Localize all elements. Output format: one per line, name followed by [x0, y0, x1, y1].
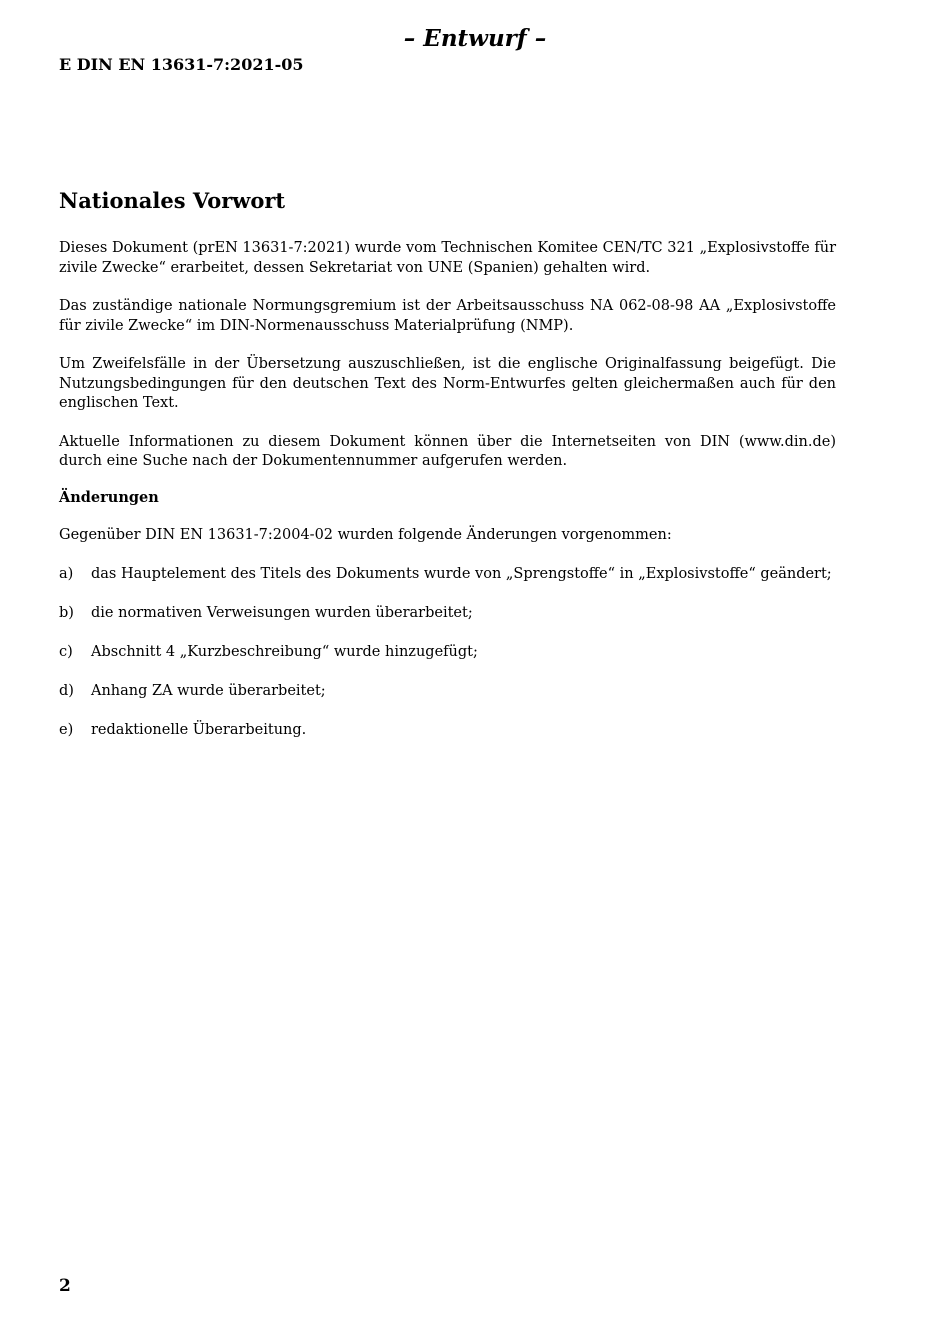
list-item — [59, 721, 836, 741]
list-marker: d) — [59, 682, 74, 699]
changes-list — [59, 565, 836, 741]
list-item-text: die normativen Verweisungen wurden überarbeitet; — [91, 604, 473, 621]
list-marker: c) — [59, 643, 73, 660]
section-title: Nationales Vorwort — [59, 188, 286, 213]
list-item-text: redaktionelle Überarbeitung. — [91, 721, 307, 738]
list-item — [59, 565, 836, 585]
page-number: 2 — [59, 1276, 71, 1296]
changes-intro: Gegenüber DIN EN 13631-7:2004-02 wurden folgende Änderungen vorgenommen: — [59, 527, 672, 543]
paragraph: Aktuelle Informationen zu diesem Dokument können über die Internetseiten von DIN (www.din.de) durch eine Suche nach der Dokumentennummer aufgerufen werden. — [59, 433, 836, 469]
paragraph: Das zuständige nationale Normungsgremium ist der Arbeitsausschuss NA 062-08-98 AA „Explosivstoffe für zivile Zwecke“ im DIN-Normenausschuss Materialprüfung (NMP). — [59, 298, 836, 334]
list-item-text: das Hauptelement des Titels des Dokuments wurde von „Sprengstoffe“ in „Explosivstoffe“ geändert; — [91, 565, 832, 582]
list-marker: b) — [59, 604, 74, 621]
paragraph: Um Zweifelsfälle in der Übersetzung auszuschließen, ist die englische Originalfassung beigefügt. Die Nutzungsbedingungen für den deutschen Text des Norm-Entwurfes gelten gleichermaßen auch für den englischen Text. — [59, 356, 836, 411]
draft-watermark-title: – Entwurf – — [403, 25, 547, 52]
list-item-text: Abschnitt 4 „Kurzbeschreibung“ wurde hinzugefügt; — [91, 643, 478, 660]
list-item — [59, 604, 836, 624]
list-marker: e) — [59, 721, 74, 738]
list-item — [59, 643, 836, 663]
changes-heading: Änderungen — [59, 488, 159, 506]
list-item — [59, 682, 836, 702]
list-item-text: Anhang ZA wurde überarbeitet; — [91, 682, 326, 699]
document-id: E DIN EN 13631-7:2021-05 — [59, 55, 304, 74]
paragraph: Dieses Dokument (prEN 13631-7:2021) wurde vom Technischen Komitee CEN/TC 321 „Explosivstoffe für zivile Zwecke“ erarbeitet, dessen Sekretariat von UNE (Spanien) gehalten wird. — [59, 240, 836, 276]
list-marker: a) — [59, 565, 74, 582]
document-body — [59, 186, 836, 760]
